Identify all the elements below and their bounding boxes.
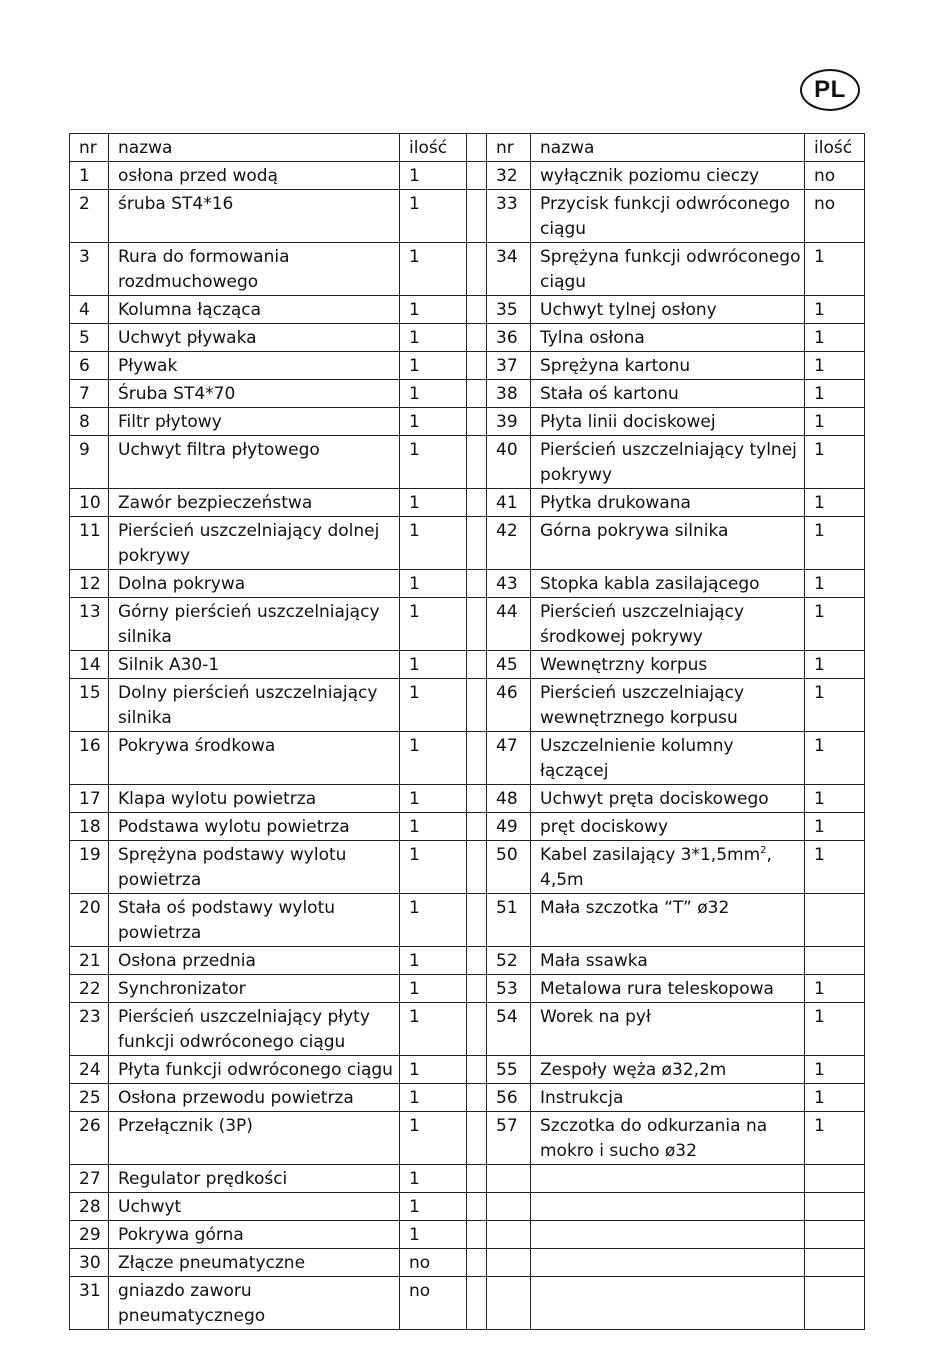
part-qty: 1 — [400, 813, 467, 841]
parts-table-body — [70, 134, 865, 1330]
table-row — [70, 243, 865, 296]
part-qty: 1 — [805, 975, 865, 1003]
table-row — [70, 732, 865, 785]
table-row — [70, 975, 865, 1003]
part-nr: 16 — [70, 732, 109, 785]
part-name: Tylna osłona — [531, 324, 805, 352]
column-gap — [467, 975, 487, 1003]
part-nr: 26 — [70, 1112, 109, 1165]
part-qty: 1 — [400, 352, 467, 380]
part-qty: 1 — [400, 1193, 467, 1221]
part-name: pręt dociskowy — [531, 813, 805, 841]
column-gap — [467, 947, 487, 975]
part-nr: 51 — [487, 894, 531, 947]
part-qty: 1 — [805, 651, 865, 679]
part-nr: 41 — [487, 489, 531, 517]
table-row — [70, 1165, 865, 1193]
part-name: Filtr płytowy — [109, 408, 400, 436]
part-qty — [805, 1193, 865, 1221]
parts-table — [69, 133, 865, 1330]
column-gap — [467, 813, 487, 841]
part-qty — [805, 1249, 865, 1277]
table-row — [70, 436, 865, 489]
part-qty: 1 — [805, 732, 865, 785]
part-nr: 27 — [70, 1165, 109, 1193]
part-name: śruba ST4*16 — [109, 190, 400, 243]
column-gap — [467, 651, 487, 679]
part-name: Wewnętrzny korpus — [531, 651, 805, 679]
part-qty: 1 — [400, 841, 467, 894]
column-gap — [467, 190, 487, 243]
part-nr: 45 — [487, 651, 531, 679]
table-row — [70, 1003, 865, 1056]
part-name: Uchwyt filtra płytowego — [109, 436, 400, 489]
part-name: Pierścień uszczelniający dolnej pokrywy — [109, 517, 400, 570]
column-gap — [467, 352, 487, 380]
part-nr: 32 — [487, 162, 531, 190]
language-badge: PL — [800, 69, 860, 111]
part-qty — [805, 947, 865, 975]
part-qty: 1 — [400, 785, 467, 813]
part-name: Osłona przewodu powietrza — [109, 1084, 400, 1112]
column-gap — [467, 436, 487, 489]
part-name: Uchwyt tylnej osłony — [531, 296, 805, 324]
header-name-left: nazwa — [109, 134, 400, 162]
column-gap — [467, 732, 487, 785]
part-nr: 12 — [70, 570, 109, 598]
part-nr: 7 — [70, 380, 109, 408]
part-name: Dolna pokrywa — [109, 570, 400, 598]
part-name — [531, 841, 805, 894]
table-row — [70, 570, 865, 598]
part-nr: 35 — [487, 296, 531, 324]
part-name: Uchwyt pływaka — [109, 324, 400, 352]
part-qty: 1 — [400, 679, 467, 732]
part-qty: 1 — [805, 841, 865, 894]
table-row — [70, 1112, 865, 1165]
part-name: Pierścień uszczelniający środkowej pokrywy — [531, 598, 805, 651]
part-nr — [487, 1193, 531, 1221]
part-nr: 52 — [487, 947, 531, 975]
part-nr: 37 — [487, 352, 531, 380]
part-qty: 1 — [805, 570, 865, 598]
part-nr: 50 — [487, 841, 531, 894]
table-row — [70, 162, 865, 190]
part-qty: 1 — [400, 1165, 467, 1193]
header-qty-left: ilość — [400, 134, 467, 162]
part-name: Pokrywa górna — [109, 1221, 400, 1249]
part-nr: 17 — [70, 785, 109, 813]
part-qty: 1 — [400, 1112, 467, 1165]
part-name: Rura do formowania rozdmuchowego — [109, 243, 400, 296]
part-nr: 30 — [70, 1249, 109, 1277]
part-qty: 1 — [805, 598, 865, 651]
part-name: Kolumna łącząca — [109, 296, 400, 324]
part-nr: 28 — [70, 1193, 109, 1221]
column-gap — [467, 894, 487, 947]
part-qty: no — [400, 1277, 467, 1330]
part-name: Metalowa rura teleskopowa — [531, 975, 805, 1003]
part-qty — [805, 1165, 865, 1193]
part-nr: 40 — [487, 436, 531, 489]
part-nr: 33 — [487, 190, 531, 243]
part-name: Śruba ST4*70 — [109, 380, 400, 408]
part-nr: 44 — [487, 598, 531, 651]
column-gap — [467, 785, 487, 813]
part-nr: 23 — [70, 1003, 109, 1056]
column-gap — [467, 1249, 487, 1277]
part-name: Regulator prędkości — [109, 1165, 400, 1193]
column-gap — [467, 489, 487, 517]
column-gap — [467, 1277, 487, 1330]
part-name: gniazdo zaworu pneumatycznego — [109, 1277, 400, 1330]
part-name: Górny pierścień uszczelniający silnika — [109, 598, 400, 651]
part-qty: 1 — [400, 190, 467, 243]
part-qty: 1 — [400, 408, 467, 436]
column-gap — [467, 570, 487, 598]
part-qty: 1 — [400, 517, 467, 570]
part-qty: 1 — [400, 732, 467, 785]
part-nr: 20 — [70, 894, 109, 947]
part-nr: 9 — [70, 436, 109, 489]
part-qty: 1 — [805, 324, 865, 352]
part-nr: 42 — [487, 517, 531, 570]
part-nr: 2 — [70, 190, 109, 243]
header-nr-right: nr — [487, 134, 531, 162]
part-nr — [487, 1277, 531, 1330]
part-name: Worek na pył — [531, 1003, 805, 1056]
part-name: Sprężyna funkcji odwróconego ciągu — [531, 243, 805, 296]
part-nr: 24 — [70, 1056, 109, 1084]
part-name: Stała oś podstawy wylotu powietrza — [109, 894, 400, 947]
part-name: Pokrywa środkowa — [109, 732, 400, 785]
part-nr: 48 — [487, 785, 531, 813]
part-qty: 1 — [400, 243, 467, 296]
column-gap — [467, 1165, 487, 1193]
table-row — [70, 841, 865, 894]
column-gap — [467, 162, 487, 190]
part-nr: 56 — [487, 1084, 531, 1112]
part-name — [531, 1277, 805, 1330]
part-qty: 1 — [400, 1056, 467, 1084]
part-qty: 1 — [805, 408, 865, 436]
superscript: 2 — [760, 845, 767, 856]
column-gap — [467, 380, 487, 408]
table-header-row — [70, 134, 865, 162]
part-name — [531, 1221, 805, 1249]
table-row — [70, 1277, 865, 1330]
part-qty: 1 — [400, 598, 467, 651]
part-nr: 3 — [70, 243, 109, 296]
part-nr: 4 — [70, 296, 109, 324]
part-name: Osłona przednia — [109, 947, 400, 975]
table-row — [70, 296, 865, 324]
header-name-right: nazwa — [531, 134, 805, 162]
part-name: Płyta funkcji odwróconego ciągu — [109, 1056, 400, 1084]
part-name: wyłącznik poziomu cieczy — [531, 162, 805, 190]
part-nr: 54 — [487, 1003, 531, 1056]
table-row — [70, 190, 865, 243]
table-row — [70, 1056, 865, 1084]
part-nr: 34 — [487, 243, 531, 296]
part-name-main: Kabel zasilający 3*1,5mm — [540, 845, 761, 865]
part-nr: 55 — [487, 1056, 531, 1084]
table-row — [70, 1221, 865, 1249]
table-row — [70, 380, 865, 408]
part-nr: 6 — [70, 352, 109, 380]
column-gap — [467, 134, 487, 162]
part-qty: 1 — [400, 651, 467, 679]
table-row — [70, 1249, 865, 1277]
column-gap — [467, 1084, 487, 1112]
part-name: osłona przed wodą — [109, 162, 400, 190]
part-nr: 43 — [487, 570, 531, 598]
part-nr: 1 — [70, 162, 109, 190]
part-name: Sprężyna kartonu — [531, 352, 805, 380]
part-name: Górna pokrywa silnika — [531, 517, 805, 570]
part-name: Pierścień uszczelniający płyty funkcji odwróconego ciągu — [109, 1003, 400, 1056]
part-qty: 1 — [400, 296, 467, 324]
header-qty-right: ilość — [805, 134, 865, 162]
part-name: Stała oś kartonu — [531, 380, 805, 408]
part-nr — [487, 1221, 531, 1249]
part-qty: 1 — [805, 1084, 865, 1112]
table-row — [70, 894, 865, 947]
part-nr: 29 — [70, 1221, 109, 1249]
part-qty: no — [805, 162, 865, 190]
column-gap — [467, 324, 487, 352]
part-name: Uchwyt pręta dociskowego — [531, 785, 805, 813]
part-nr: 5 — [70, 324, 109, 352]
part-name: Złącze pneumatyczne — [109, 1249, 400, 1277]
table-row — [70, 1193, 865, 1221]
table-row — [70, 947, 865, 975]
table-row — [70, 324, 865, 352]
part-qty: 1 — [400, 1084, 467, 1112]
column-gap — [467, 517, 487, 570]
table-row — [70, 517, 865, 570]
column-gap — [467, 679, 487, 732]
part-qty: 1 — [805, 436, 865, 489]
table-row — [70, 489, 865, 517]
part-nr: 13 — [70, 598, 109, 651]
part-nr: 21 — [70, 947, 109, 975]
part-name: Pływak — [109, 352, 400, 380]
part-qty: no — [400, 1249, 467, 1277]
part-qty — [805, 1221, 865, 1249]
column-gap — [467, 1193, 487, 1221]
table-row — [70, 352, 865, 380]
part-qty: 1 — [805, 1112, 865, 1165]
part-name — [531, 1193, 805, 1221]
part-name — [531, 1165, 805, 1193]
part-qty: 1 — [400, 436, 467, 489]
column-gap — [467, 841, 487, 894]
part-name: Zespoły węża ø32,2m — [531, 1056, 805, 1084]
part-qty: 1 — [805, 489, 865, 517]
part-name: Pierścień uszczelniający wewnętrznego korpusu — [531, 679, 805, 732]
part-nr: 10 — [70, 489, 109, 517]
part-name: Uszczelnienie kolumny łączącej — [531, 732, 805, 785]
table-row — [70, 598, 865, 651]
column-gap — [467, 1221, 487, 1249]
part-name: Synchronizator — [109, 975, 400, 1003]
part-name: Instrukcja — [531, 1084, 805, 1112]
part-nr: 8 — [70, 408, 109, 436]
part-name: Zawór bezpieczeństwa — [109, 489, 400, 517]
part-qty: 1 — [805, 243, 865, 296]
part-nr: 14 — [70, 651, 109, 679]
part-name: Podstawa wylotu powietrza — [109, 813, 400, 841]
part-qty: 1 — [400, 975, 467, 1003]
part-qty: 1 — [400, 894, 467, 947]
part-nr: 25 — [70, 1084, 109, 1112]
part-nr: 22 — [70, 975, 109, 1003]
column-gap — [467, 598, 487, 651]
part-qty: 1 — [805, 1056, 865, 1084]
part-qty: 1 — [805, 813, 865, 841]
part-name: Stopka kabla zasilającego — [531, 570, 805, 598]
part-nr: 49 — [487, 813, 531, 841]
part-name: Mała szczotka “T” ø32 — [531, 894, 805, 947]
part-nr: 53 — [487, 975, 531, 1003]
part-name: Silnik A30-1 — [109, 651, 400, 679]
part-nr: 57 — [487, 1112, 531, 1165]
part-qty: 1 — [805, 679, 865, 732]
column-gap — [467, 296, 487, 324]
part-qty: 1 — [805, 296, 865, 324]
part-nr: 38 — [487, 380, 531, 408]
part-qty — [805, 1277, 865, 1330]
part-qty: 1 — [805, 785, 865, 813]
part-nr: 19 — [70, 841, 109, 894]
column-gap — [467, 1056, 487, 1084]
part-qty: 1 — [805, 380, 865, 408]
part-qty: 1 — [400, 1221, 467, 1249]
part-name: Pierścień uszczelniający tylnej pokrywy — [531, 436, 805, 489]
column-gap — [467, 243, 487, 296]
part-name — [531, 1249, 805, 1277]
part-nr — [487, 1249, 531, 1277]
part-nr: 18 — [70, 813, 109, 841]
part-name: Szczotka do odkurzania na mokro i sucho ø32 — [531, 1112, 805, 1165]
column-gap — [467, 1112, 487, 1165]
part-name-suffix: , 4,5m — [540, 845, 772, 890]
part-qty: 1 — [400, 489, 467, 517]
part-qty: 1 — [400, 947, 467, 975]
table-row — [70, 679, 865, 732]
column-gap — [467, 1003, 487, 1056]
part-qty: 1 — [400, 162, 467, 190]
part-name: Przełącznik (3P) — [109, 1112, 400, 1165]
table-row — [70, 1084, 865, 1112]
part-qty: 1 — [805, 352, 865, 380]
part-qty — [805, 894, 865, 947]
part-name: Płyta linii dociskowej — [531, 408, 805, 436]
part-nr: 46 — [487, 679, 531, 732]
part-qty: 1 — [400, 324, 467, 352]
part-nr: 36 — [487, 324, 531, 352]
part-qty: no — [805, 190, 865, 243]
part-name: Mała ssawka — [531, 947, 805, 975]
part-qty: 1 — [805, 517, 865, 570]
part-name: Sprężyna podstawy wylotu powietrza — [109, 841, 400, 894]
part-nr: 39 — [487, 408, 531, 436]
table-row — [70, 408, 865, 436]
part-name: Płytka drukowana — [531, 489, 805, 517]
column-gap — [467, 408, 487, 436]
part-nr: 11 — [70, 517, 109, 570]
part-qty: 1 — [400, 570, 467, 598]
part-qty: 1 — [400, 1003, 467, 1056]
part-nr: 47 — [487, 732, 531, 785]
part-nr: 15 — [70, 679, 109, 732]
part-nr: 31 — [70, 1277, 109, 1330]
table-row — [70, 813, 865, 841]
part-nr — [487, 1165, 531, 1193]
part-name: Uchwyt — [109, 1193, 400, 1221]
part-qty: 1 — [805, 1003, 865, 1056]
table-row — [70, 785, 865, 813]
part-name: Dolny pierścień uszczelniający silnika — [109, 679, 400, 732]
table-row — [70, 651, 865, 679]
part-name: Przycisk funkcji odwróconego ciągu — [531, 190, 805, 243]
part-qty: 1 — [400, 380, 467, 408]
part-name: Klapa wylotu powietrza — [109, 785, 400, 813]
header-nr-left: nr — [70, 134, 109, 162]
